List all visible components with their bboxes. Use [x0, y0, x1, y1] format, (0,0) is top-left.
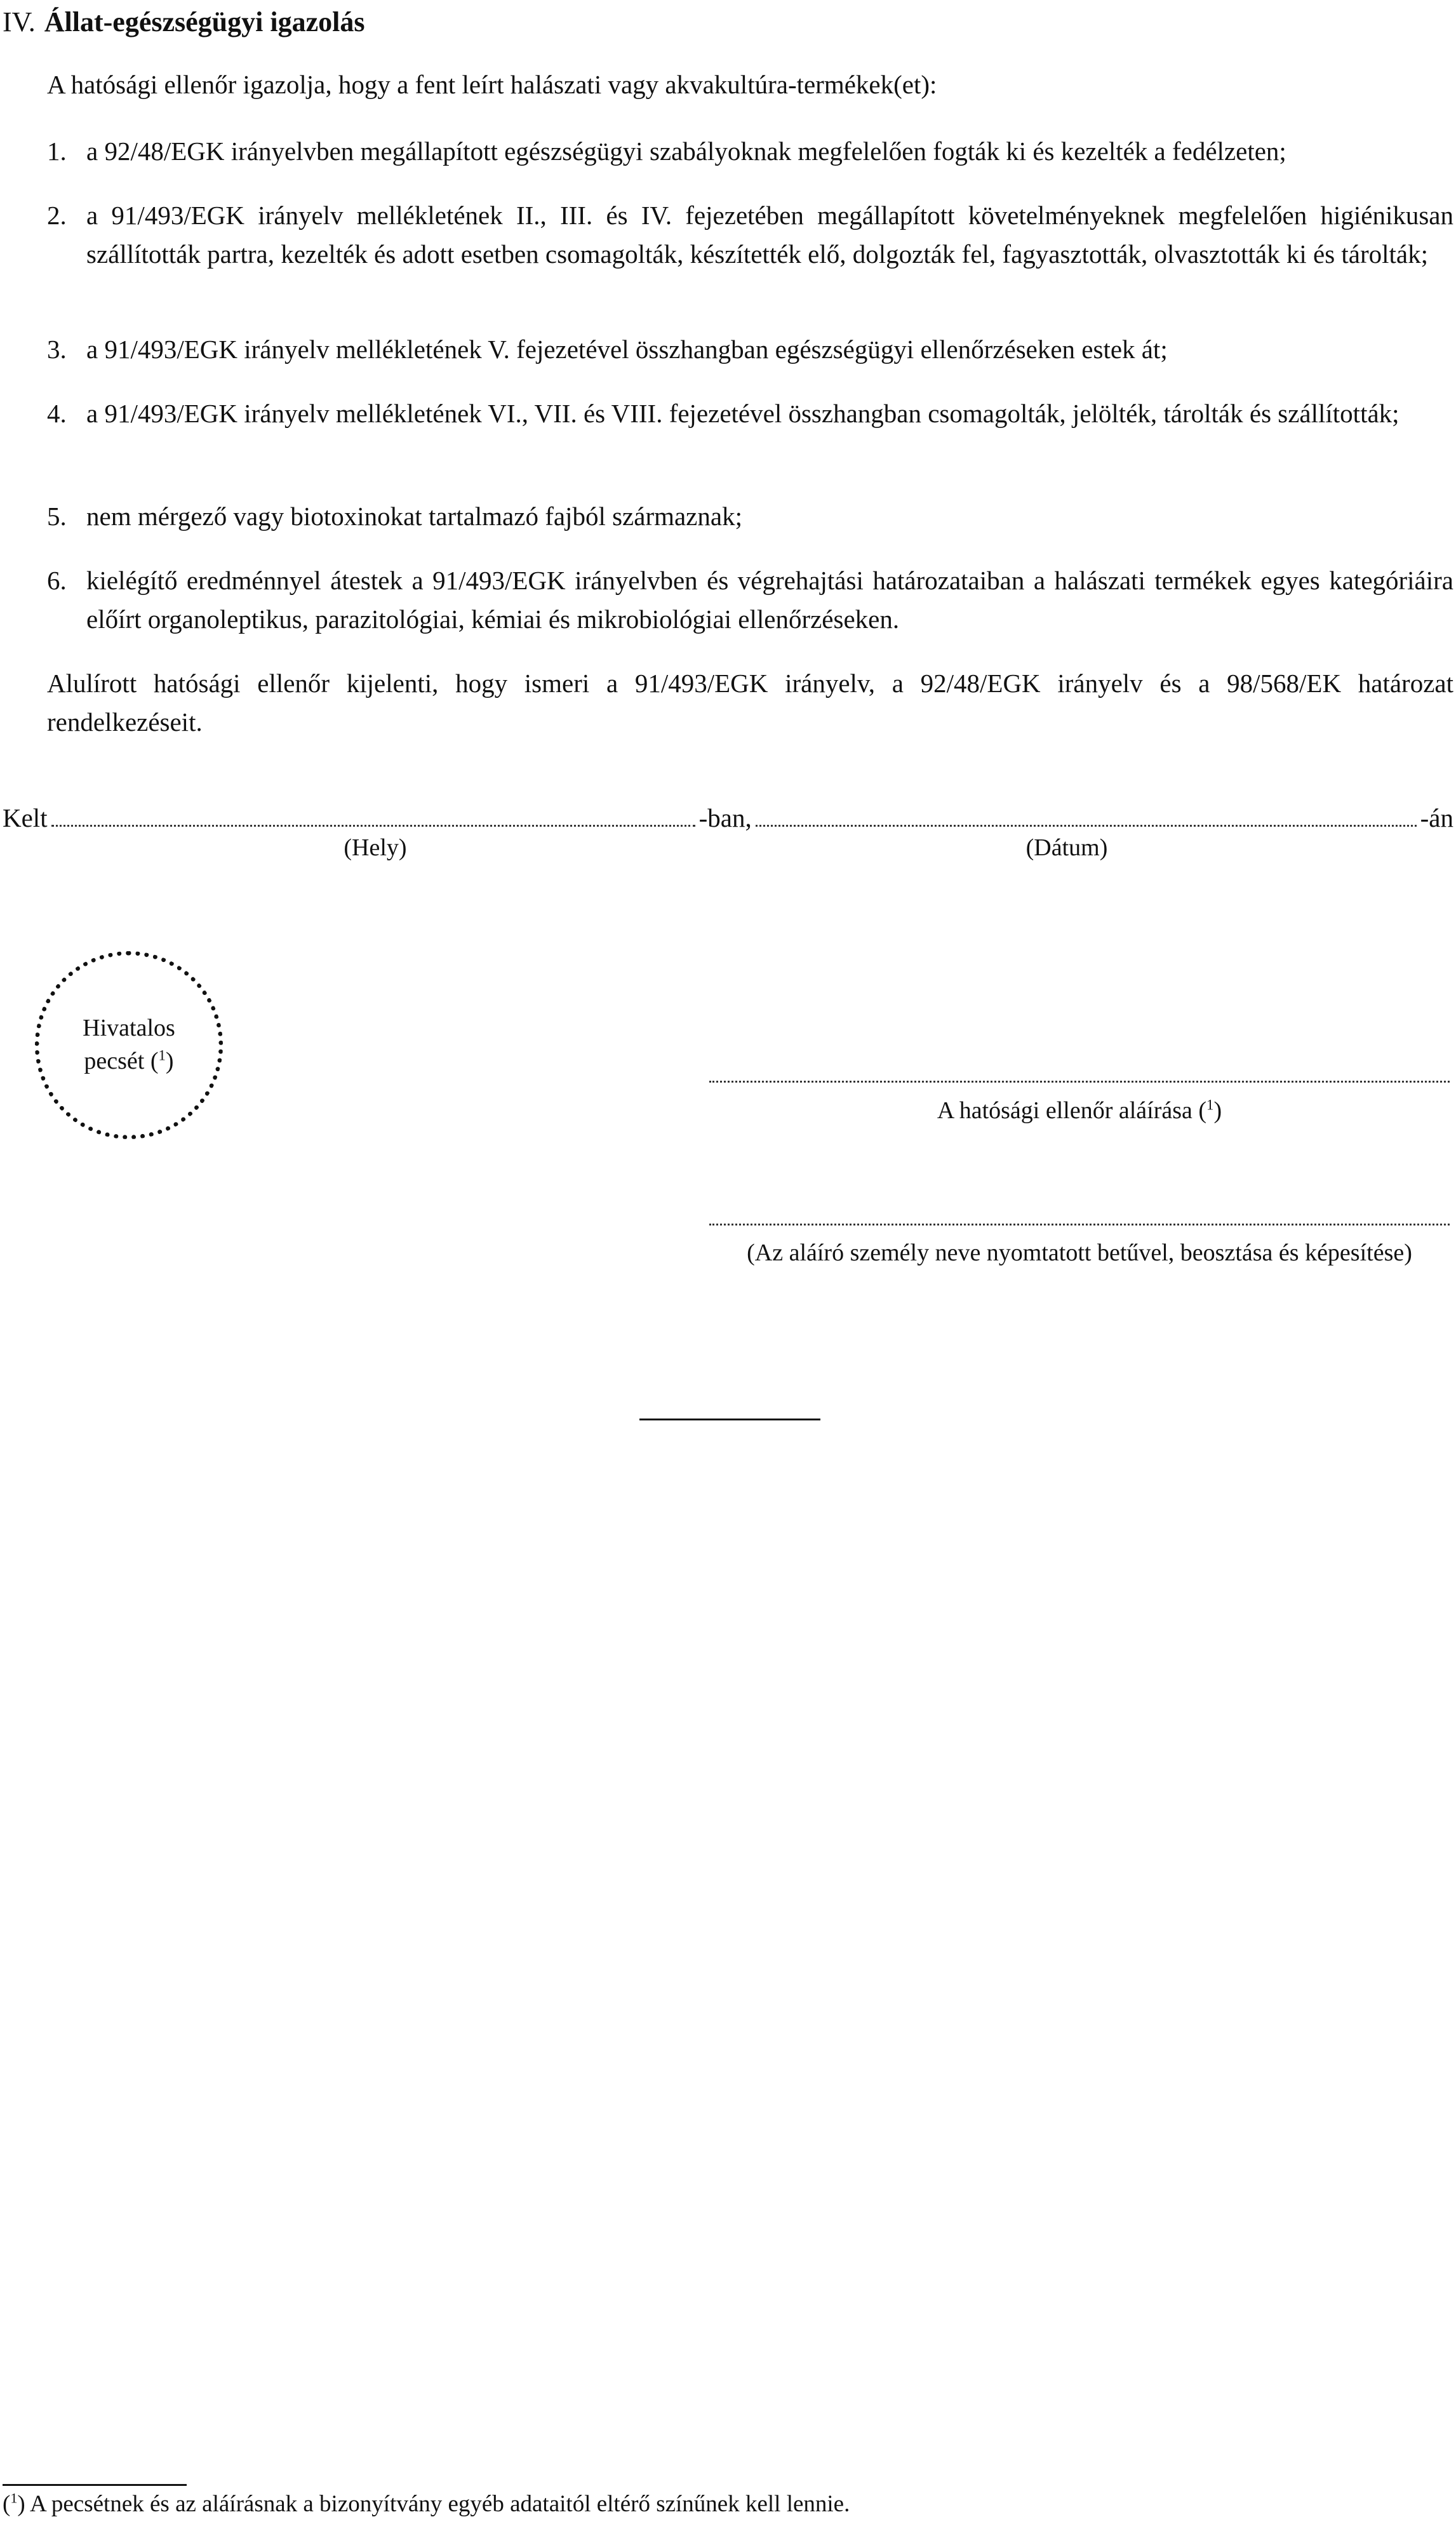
date-caption: (Dátum) [1025, 834, 1108, 861]
footnote-number: 1 [10, 2490, 18, 2506]
item-number: 2. [47, 201, 67, 230]
stamp-footnote-ref: 1 [158, 1047, 166, 1064]
place-field[interactable] [51, 797, 695, 827]
item-text: nem mérgező vagy biotoxinokat tartalmazó fajból származnak; [86, 502, 742, 531]
separator-rule [639, 1419, 820, 1420]
signer-name-field[interactable] [709, 1224, 1450, 1225]
item-number: 1. [47, 137, 67, 166]
section-title: Állat-egészségügyi igazolás [44, 6, 365, 37]
list-item [47, 561, 1453, 639]
section-heading [3, 3, 364, 41]
section-number: IV. [3, 6, 36, 37]
declaration-statement: Alulírott hatósági ellenőr kijelenti, hogy ismeri a 91/493/EGK irányelv, a 92/48/EGK irányelv és a 98/568/EK határozat rendelkezéseit. [47, 669, 1453, 737]
stamp-line1: Hivatalos [83, 1015, 175, 1041]
item-text: a 91/493/EGK irányelv mellékletének VI., VII. és VIII. fejezetével összhangban csomagolták, jelölték, tárolták és szállították; [86, 399, 1399, 428]
kelt-line [3, 797, 1453, 836]
stamp-line2: pecsét ($^1$) [84, 1047, 174, 1074]
kelt-mid: -ban, [698, 803, 752, 832]
footnote-text: A pecsétnek és az aláírásnak a bizonyítvány egyéb adataitól eltérő színűnek kell lennie. [29, 2491, 850, 2517]
item-number: 5. [47, 502, 67, 531]
kelt-label: Kelt [3, 803, 48, 832]
kelt-suffix: -án [1420, 803, 1453, 832]
date-field[interactable] [756, 797, 1417, 827]
intro-text: A hatósági ellenőr igazolja, hogy a fent leírt halászati vagy akvakultúra-termékek(et): [47, 70, 937, 99]
signature-footnote-ref: 1 [1206, 1097, 1214, 1113]
signer-name-caption: (Az aláíró személy neve nyomtatott betűvel, beosztása és képesítése) [747, 1239, 1412, 1266]
place-caption: (Hely) [344, 834, 407, 861]
official-stamp-label [35, 1012, 223, 1078]
footnote: ($^1$) A pecsétnek és az aláírásnak a bizonyítvány egyéb adataitól eltérő színűnek kell lennie. [3, 2490, 850, 2517]
list-item [47, 497, 1453, 536]
item-text: kielégítő eredménnyel átestek a 91/493/EGK irányelvben és végrehajtási határozataiban a halászati termékek egyes kategóriáira előírt organoleptikus, parazitológiai, kémiai és mikrobiológiai ellenőrzéseken. [86, 566, 1453, 634]
item-text: a 92/48/EGK irányelvben megállapított egészségügyi szabályoknak megfelelően fogták ki és kezelték a fedélzeten; [86, 137, 1286, 166]
footnote-rule [3, 2484, 187, 2486]
list-item [47, 132, 1453, 171]
list-item [47, 196, 1453, 274]
list-item [47, 330, 1453, 369]
signature-field[interactable] [709, 1081, 1450, 1083]
list-item [47, 394, 1453, 433]
item-number: 3. [47, 335, 67, 364]
item-number: 4. [47, 399, 67, 428]
item-number: 6. [47, 566, 67, 595]
item-text: a 91/493/EGK irányelv mellékletének II., III. és IV. fejezetében megállapított követelményeknek megfelelően higiénikusan szállították partra, kezelték és adott esetben csomagolták, készítették elő, dolgozták fel, fagyasztották, olvasztották ki és tárolták; [86, 201, 1453, 269]
item-text: a 91/493/EGK irányelv mellékletének V. fejezetével összhangban egészségügyi ellenőrzéseken estek át; [86, 335, 1168, 364]
signature-caption: A hatósági ellenőr aláírása ($^1$) [937, 1097, 1222, 1124]
